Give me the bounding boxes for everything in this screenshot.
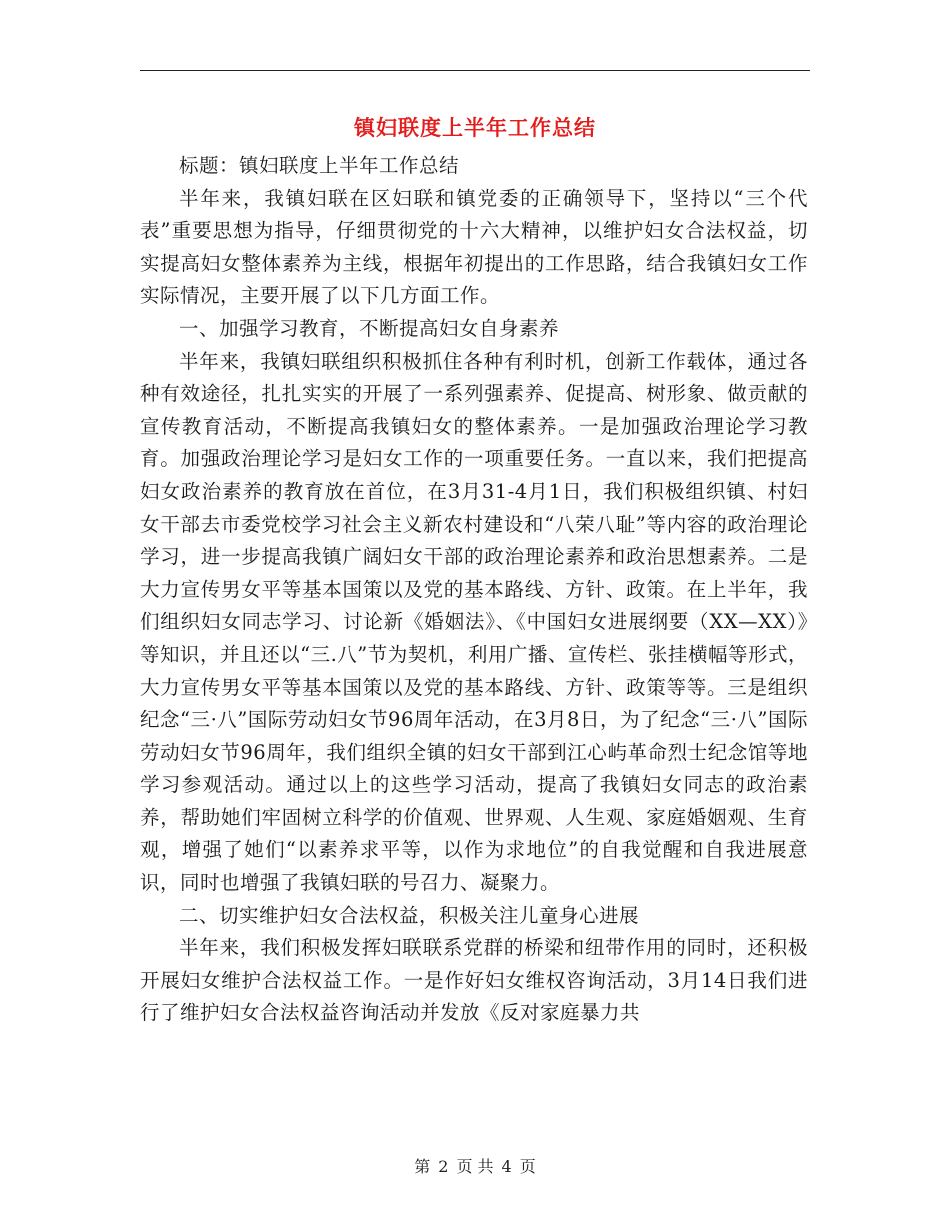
- footer-suffix: 页: [519, 1157, 536, 1176]
- footer-mid: 页 共: [456, 1157, 494, 1176]
- intro-paragraph: 半年来，我镇妇联在区妇联和镇党委的正确领导下，坚持以“三个代表”重要思想为指导，仔细贯彻党的十六大精神，以维护妇女合法权益，切实提高妇女整体素养为主线，根据年初提出的工作思路，结合我镇妇女工作实际情况，主要开展了以下几方面工作。: [140, 186, 808, 308]
- page-number: 2: [438, 1157, 449, 1176]
- section-heading-2: 二、切实维护妇女合法权益，积极关注儿童身心进展: [179, 903, 640, 927]
- document-body: [140, 150, 808, 1030]
- section-heading-1: 一、加强学习教育，不断提高妇女自身素养: [179, 316, 560, 340]
- footer-prefix: 第: [414, 1157, 431, 1176]
- section-2-paragraph: 半年来，我们积极发挥妇联联系党群的桥梁和纽带作用的同时，还积极开展妇女维护合法权益工作。一是作好妇女维权咨询活动，3月14日我们进行了维护妇女合法权益咨询活动并发放《反对家庭暴力共: [140, 936, 808, 1025]
- page-footer: [0, 1154, 950, 1177]
- page-total: 4: [501, 1157, 512, 1176]
- header-rule: [140, 70, 810, 71]
- section-1-paragraph: 半年来，我镇妇联组织积极抓住各种有利时机，创新工作载体，通过各种有效途径，扎扎实实的开展了一系列强素养、促提高、树形象、做贡献的宣传教育活动，不断提高我镇妇女的整体素养。一是加强政治理论学习教育。加强政治理论学习是妇女工作的一项重要任务。一直以来，我们把提高妇女政治素养的教育放在首位，在3月31-4月1日，我们积极组织镇、村妇女干部去市委党校学习社会主义新农村建设和“八荣八耻”等内容的政治理论学习，进一步提高我镇广阔妇女干部的政治理论素养和政治思想素养。二是大力宣传男女平等基本国策以及党的基本路线、方针、政策。在上半年，我们组织妇女同志学习、讨论新《婚姻法》、《中国妇女进展纲要（XX—XX）》等知识，并且还以“三.八”节为契机，利用广播、宣传栏、张挂横幅等形式，大力宣传男女平等基本国策以及党的基本路线、方针、政策等等。三是组织纪念“三·八”国际劳动妇女节96周年活动，在3月8日，为了纪念“三·八”国际劳动妇女节96周年，我们组织全镇的妇女干部到江心屿革命烈士纪念馆等地学习参观活动。通过以上的这些学习活动，提高了我镇妇女同志的政治素养，帮助她们牢固树立科学的价值观、世界观、人生观、家庭婚姻观、生育观，增强了她们“以素养求平等，以作为求地位”的自我觉醒和自我进展意识，同时也增强了我镇妇联的号召力、凝聚力。: [140, 349, 808, 895]
- document-title: 镇妇联度上半年工作总结: [354, 116, 596, 140]
- subject-line: 标题：镇妇联度上半年工作总结: [179, 154, 460, 177]
